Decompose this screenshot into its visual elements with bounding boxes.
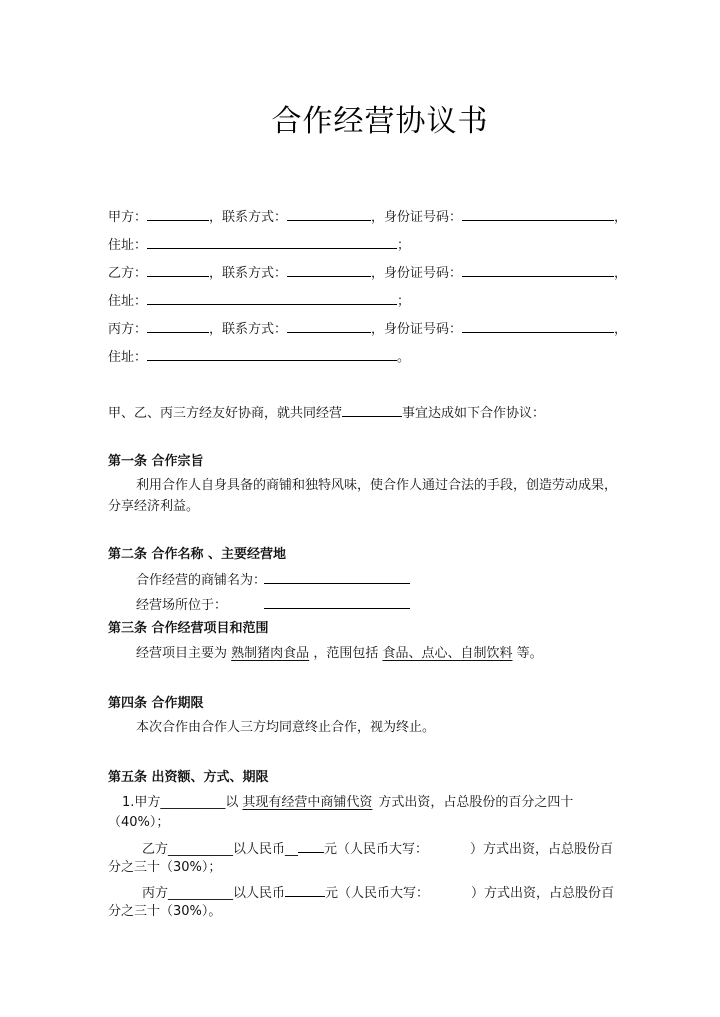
intro-text-after: 事宜达成如下合作协议：	[402, 406, 546, 421]
contribution-b-line2: 分之三十（30%）；	[108, 860, 222, 875]
party-a-id-blank[interactable]	[462, 206, 614, 221]
party-c-address-label: 住址：	[108, 350, 148, 365]
business-blank[interactable]	[342, 402, 402, 417]
business-item: 熟制猪肉食品	[231, 646, 310, 661]
article-1-text-line2: 分享经济利益。	[108, 499, 200, 514]
party-a-contact-blank[interactable]	[287, 206, 371, 221]
location-blank[interactable]	[264, 594, 410, 609]
document-title: 合作经营协议书	[271, 104, 489, 139]
party-b-label: 乙方：	[108, 266, 148, 281]
party-a-label: 甲方：	[108, 210, 148, 225]
article-1-text-line1: 利用合作人自身具备的商铺和独特风味，使合作人通过合法的手段，创造劳动成果，	[136, 478, 618, 493]
location-row	[136, 594, 410, 616]
contribution-a-lead: 1.甲方__________以	[122, 795, 239, 810]
contribution-a-method: 其现有经营中商铺代资	[242, 795, 373, 810]
party-a-address-label: 住址：	[108, 238, 148, 253]
contribution-a-rest: 方式出资，占总股份的百分之四十	[378, 795, 574, 810]
intro-text-before: 甲、乙、丙三方经友好协商，就共同经营	[108, 406, 343, 421]
party-c-contact-label: ，联系方式：	[209, 322, 288, 337]
article-4-heading: 第四条 合作期限	[108, 696, 204, 711]
contribution-c-uppercase-label: 元（人民币大写：	[325, 886, 430, 901]
party-b-id-label: ，身份证号码：	[371, 266, 463, 281]
party-a-row	[108, 206, 627, 228]
party-b-address-end: ；	[397, 294, 411, 309]
article-1-heading: 第一条 合作宗旨	[108, 454, 204, 469]
contribution-a-row	[122, 793, 573, 813]
party-b-address-row	[108, 290, 410, 312]
article-2-heading: 第二条 合作名称 、主要经营地	[108, 547, 287, 562]
party-a-name-blank[interactable]	[147, 206, 209, 221]
party-a-contact-label: ，联系方式：	[209, 210, 288, 225]
shop-name-row	[136, 569, 410, 591]
party-a-id-label: ，身份证号码：	[371, 210, 463, 225]
article-3-heading: 第三条 合作经营项目和范围	[108, 621, 269, 636]
contribution-c-lead: 丙方__________以人民币	[142, 886, 286, 901]
party-b-id-blank[interactable]	[462, 262, 614, 277]
party-c-comma: ，	[614, 322, 628, 337]
contribution-b-uppercase-label: 元（人民币大写：	[324, 842, 429, 857]
party-c-address-row	[108, 346, 410, 368]
party-b-name-blank[interactable]	[147, 262, 209, 277]
party-c-label: 丙方：	[108, 322, 148, 337]
intro-paragraph	[108, 402, 545, 424]
party-b-contact-blank[interactable]	[287, 262, 371, 277]
party-c-address-end: 。	[397, 350, 411, 365]
party-b-contact-label: ，联系方式：	[209, 266, 288, 281]
shop-name-blank[interactable]	[264, 569, 410, 584]
business-scope: 食品、点心、自制饮料	[382, 646, 513, 661]
contribution-a-line2: （40%）；	[108, 815, 170, 830]
shop-name-label: 合作经营的商铺名为：	[136, 573, 267, 588]
party-b-address-blank[interactable]	[147, 290, 397, 305]
party-b-row	[108, 262, 627, 284]
party-a-address-blank[interactable]	[147, 234, 397, 249]
contribution-b-rest: ）方式出资，占总股份百	[470, 842, 614, 857]
party-c-id-label: ，身份证号码：	[371, 322, 463, 337]
article-3-part3: 等。	[516, 646, 543, 661]
article-3-part2: ，范围包括	[313, 646, 379, 661]
contribution-b-lead: 乙方__________以人民币__	[142, 842, 299, 857]
party-c-contact-blank[interactable]	[287, 318, 371, 333]
article-4-text: 本次合作由合作人三方均同意终止合作，视为终止。	[136, 720, 436, 735]
party-c-address-blank[interactable]	[147, 346, 397, 361]
party-c-name-blank[interactable]	[147, 318, 209, 333]
article-3-part1: 经营项目主要为	[136, 646, 228, 661]
party-a-address-row	[108, 234, 410, 256]
contribution-b-row	[142, 838, 613, 860]
party-b-address-label: 住址：	[108, 294, 148, 309]
party-a-comma: ，	[614, 210, 628, 225]
contribution-c-row	[142, 882, 614, 904]
contribution-c-amount-blank[interactable]	[285, 882, 325, 897]
party-b-comma: ，	[614, 266, 628, 281]
contribution-c-rest: ）方式出资，占总股份百	[471, 886, 615, 901]
contribution-c-line2: 分之三十（30%）。	[108, 904, 222, 919]
party-c-id-blank[interactable]	[462, 318, 614, 333]
location-label: 经营场所位于：	[136, 598, 228, 613]
party-a-address-end: ；	[397, 238, 411, 253]
article-3-text	[136, 644, 543, 664]
party-c-row	[108, 318, 627, 340]
article-5-heading: 第五条 出资额、方式、期限	[108, 770, 269, 785]
contribution-b-amount-blank[interactable]	[298, 838, 324, 853]
